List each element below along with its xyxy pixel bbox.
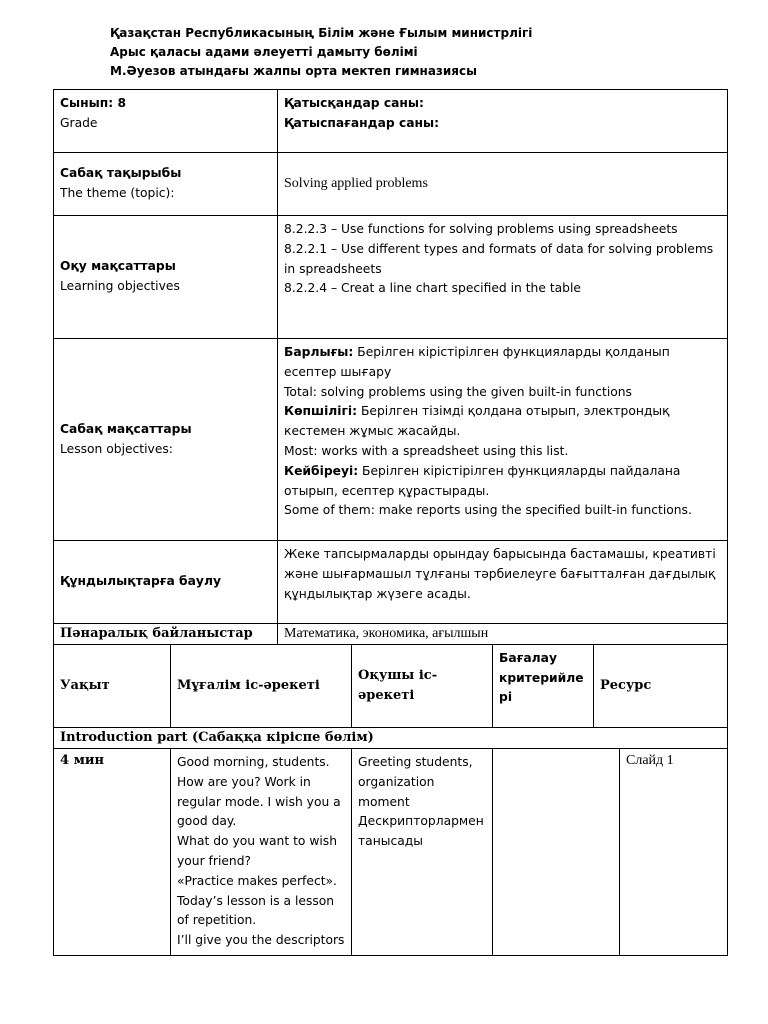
cross-value: Математика, экономика, ағылшын	[278, 624, 728, 645]
theme-label-cell	[54, 153, 278, 216]
cross-label: Пәнаралық байланыстар	[54, 624, 278, 645]
learning-label-en: Learning objectives	[60, 279, 180, 293]
grade-cell	[54, 90, 278, 153]
teacher-line: How are you? Work in	[177, 774, 311, 789]
learning-objectives-row	[54, 216, 728, 339]
intro-criteria	[493, 749, 620, 956]
objective-most-label: Көпшілігі:	[284, 404, 358, 419]
lesson-objectives-row	[54, 339, 728, 541]
lesson-label-kz: Сабақ мақсаттары	[60, 421, 192, 436]
lesson-objectives-cell	[278, 339, 728, 541]
grade-label-kz: Сынып: 8	[60, 96, 127, 110]
intro-time: 4 мин	[54, 749, 171, 956]
objective-most-en: Most: works with a spreadsheet using this list.	[284, 443, 569, 458]
school-line: М.Әуезов атындағы жалпы орта мектеп гимназиясы	[110, 64, 477, 78]
cross-curricular-row	[54, 624, 728, 645]
column-header-row	[54, 645, 728, 728]
values-label: Құндылықтарға баулу	[54, 541, 278, 624]
objective-all-en: Total: solving problems using the given built-in functions	[284, 384, 632, 399]
intro-resource: Слайд 1	[620, 749, 728, 956]
present-count-label: Қатысқандар саны:	[284, 96, 424, 110]
theme-label-en: The theme (topic):	[60, 186, 175, 200]
student-line: moment	[358, 794, 410, 809]
lesson-plan-table	[53, 89, 728, 956]
grade-row	[54, 90, 728, 153]
learning-objective: 8.2.2.4 – Creat a line chart specified in the table	[284, 281, 581, 296]
teacher-line: «Practice makes perfect».	[177, 873, 337, 888]
student-line: organization	[358, 774, 435, 789]
objective-some-en: Some of them: make reports using the specified built-in functions.	[284, 503, 692, 518]
intro-teacher-activity	[171, 749, 352, 956]
learning-objective: 8.2.2.1 – Use different types and formats of data for solving problems in spreadsheets	[284, 241, 714, 276]
student-line: танысады	[358, 834, 423, 849]
intro-title: Introduction part (Сабаққа кіріспе бөлім)	[54, 728, 728, 749]
ministry-line: Қазақстан Республикасының Білім және Ғылым министрлігі	[110, 26, 533, 40]
attendance-cell	[278, 90, 728, 153]
theme-value: Solving applied problems	[278, 153, 728, 216]
teacher-activity-header: Мұғалім іс-әрекеті	[171, 645, 352, 728]
values-row	[54, 541, 728, 624]
lesson-label-cell	[54, 339, 278, 541]
teacher-line: I’ll give you the descriptors	[177, 933, 345, 948]
objective-some-text: Берілген кірістірілген функцияларды пайдалана отырып, есептер құрастырады.	[284, 463, 681, 498]
theme-label-kz: Сабақ тақырыбы	[60, 166, 182, 181]
teacher-line: Today’s lesson is a lesson	[177, 893, 335, 908]
objective-all-label: Барлығы:	[284, 345, 354, 359]
objective-some	[284, 462, 721, 502]
resource-header: Ресурс	[594, 645, 728, 728]
learning-label-cell	[54, 216, 278, 339]
learning-label-kz: Оқу мақсаттары	[60, 259, 176, 274]
intro-student-activity	[352, 749, 493, 956]
teacher-line: Good morning, students.	[177, 755, 330, 769]
objective-most-text: Берілген тізімді қолдана отырып, электрондық кестемен жұмыс жасайды.	[284, 404, 670, 439]
lesson-label-en: Lesson objectives:	[60, 441, 173, 456]
teacher-line: What do you want to wish	[177, 834, 338, 849]
grade-label-en: Grade	[60, 115, 98, 130]
learning-objective: 8.2.2.3 – Use functions for solving problems using spreadsheets	[284, 222, 678, 236]
intro-row	[54, 749, 728, 956]
document-header	[110, 24, 532, 81]
values-text: Жеке тапсырмаларды орындау барысында бастамашы, креативті және шығармашыл тұлғаны тәрбиелеуге бағытталған дағдылық құндылықтар жүзеге асады.	[278, 541, 728, 624]
time-header: Уақыт	[54, 645, 171, 728]
theme-row	[54, 153, 728, 216]
teacher-line: good day.	[177, 814, 237, 829]
teacher-line: of repetition.	[177, 913, 257, 928]
objective-most	[284, 402, 721, 442]
absent-count-label: Қатыспағандар саны:	[284, 115, 440, 130]
objective-all	[284, 343, 721, 383]
department-line: Арыс қаласы адами әлеуетті дамыту бөлімі	[110, 45, 418, 59]
objective-all-text: Берілген кірістірілген функцияларды қолданып есептер шығару	[284, 345, 670, 379]
teacher-line: your friend?	[177, 853, 252, 868]
student-activity-header: Оқушы іс-әрекеті	[352, 645, 493, 728]
student-line: Greeting students,	[358, 755, 473, 769]
criteria-header: Бағалау критерийле рі	[493, 645, 594, 728]
objective-some-label: Кейбіреуі:	[284, 463, 359, 478]
student-line: Дескрипторлармен	[358, 814, 484, 829]
teacher-line: regular mode. I wish you a	[177, 794, 341, 809]
learning-objectives-list	[278, 216, 728, 339]
intro-title-row	[54, 728, 728, 749]
